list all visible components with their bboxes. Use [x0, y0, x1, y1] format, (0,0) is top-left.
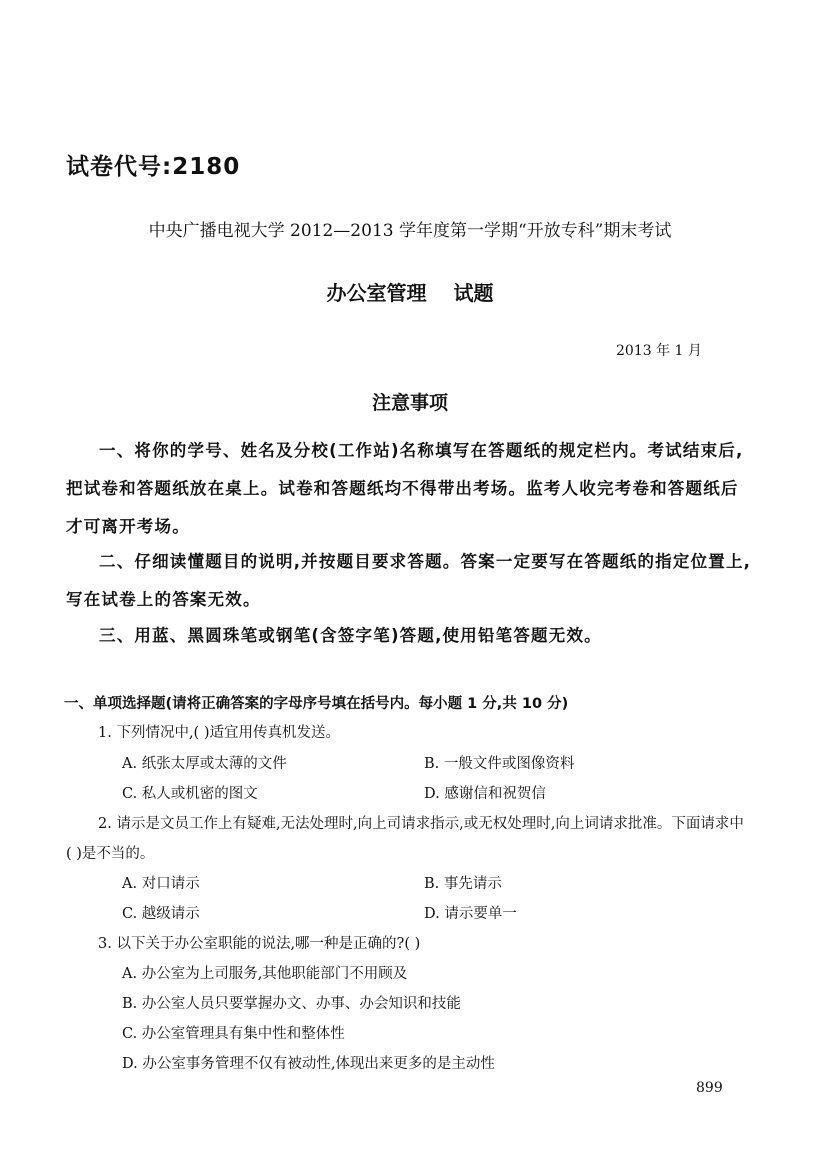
question-3-option-b: B. 办公室人员只要掌握办文、办事、办会知识和技能 [122, 996, 461, 1012]
paper-code: 试卷代号:2180 [66, 154, 241, 180]
section-heading: 一、单项选择题(请将正确答案的字母序号填在括号内。每小题 1 分,共 10 分) [64, 696, 569, 712]
question-2-option-b: B. 事先请示 [424, 876, 502, 892]
question-1-option-a: A. 纸张太厚或太薄的文件 [122, 756, 287, 772]
question-3-option-a: A. 办公室为上司服务,其他职能部门不用顾及 [122, 966, 408, 982]
question-2-option-d: D. 请示要单一 [424, 906, 517, 922]
question-2-stem: 2. 请示是文员工作上有疑难,无法处理时,向上司请求指示,或无权处理时,向上词请求批准。下面请求中( )是不当的。 [66, 816, 744, 862]
question-2-option-c: C. 越级请示 [122, 906, 200, 922]
question-3-stem: 3. 以下关于办公室职能的说法,哪一种是正确的?( ) [98, 936, 421, 952]
question-2-option-a: A. 对口请示 [122, 876, 200, 892]
notice-item-2: 二、仔细读懂题目的说明,并按题目要求答题。答案一定要写在答题纸的指定位置上,写在试卷上的答案无效。 [66, 552, 752, 609]
page-number: 899 [696, 1080, 723, 1096]
question-1-option-b: B. 一般文件或图像资料 [424, 756, 575, 772]
question-3-option-d: D. 办公室事务管理不仅有被动性,体现出来更多的是主动性 [122, 1056, 495, 1072]
notice-heading: 注意事项 [371, 392, 448, 414]
notice-item-1: 一、将你的学号、姓名及分校(工作站)名称填写在答题纸的规定栏内。考试结束后,把试卷和答题纸放在桌上。试卷和答题纸均不得带出考场。监考人收完考卷和答题纸后才可离开考场。 [66, 441, 744, 536]
exam-line: 中央广播电视大学 2012—2013 学年度第一学期“开放专科”期末考试 [148, 221, 672, 241]
question-1-option-c: C. 私人或机密的图文 [122, 786, 258, 802]
page-title: 办公室管理 试题 [326, 281, 494, 305]
notice-item-3: 三、用蓝、黑圆珠笔或钢笔(含签字笔)答题,使用铅笔答题无效。 [99, 626, 602, 645]
question-1-option-d: D. 感谢信和祝贺信 [424, 786, 546, 802]
exam-date: 2013 年 1 月 [616, 343, 702, 359]
question-1-stem: 1. 下列情况中,( )适宜用传真机发送。 [98, 725, 340, 741]
question-3-option-c: C. 办公室管理具有集中性和整体性 [122, 1026, 345, 1042]
